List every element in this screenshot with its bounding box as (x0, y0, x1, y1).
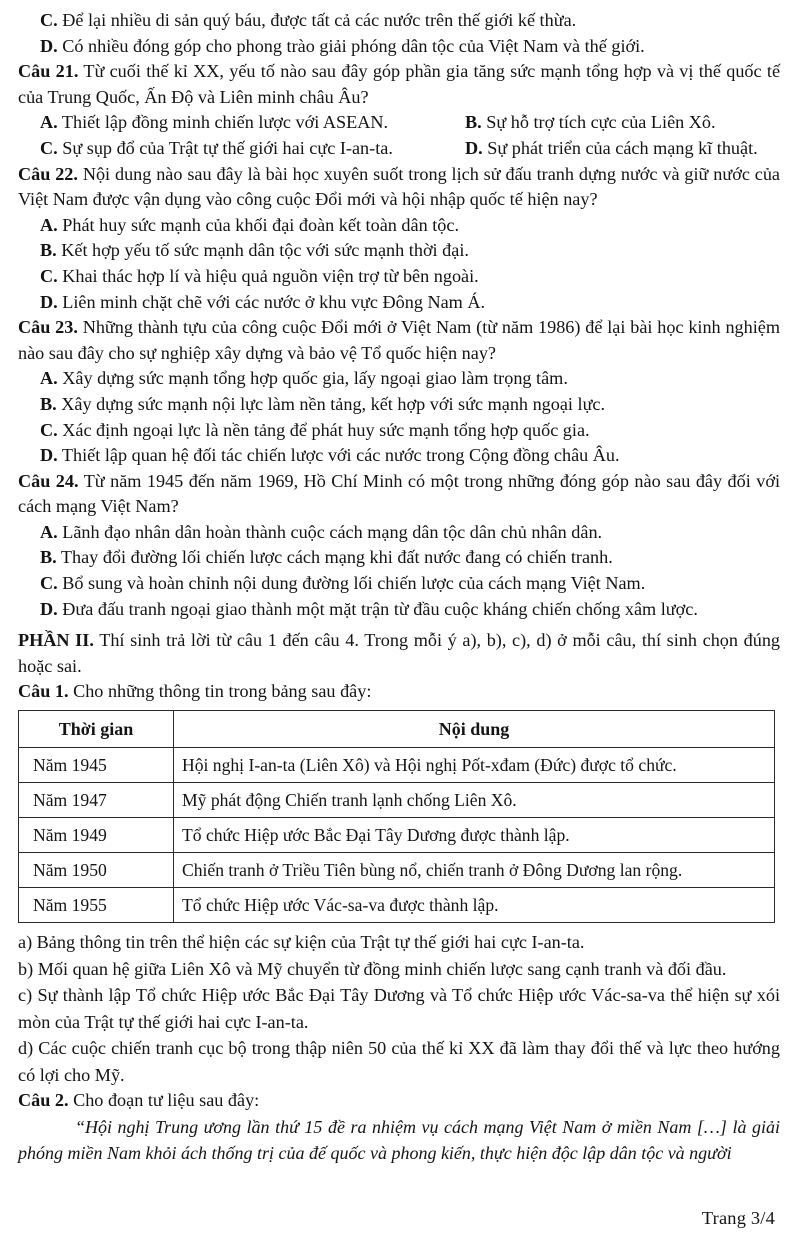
question-24-stem (18, 469, 780, 520)
option-label: B. (465, 112, 482, 133)
question-21-options-row-1 (18, 110, 780, 136)
question-22-option-d (18, 290, 780, 316)
question-22-option-a (18, 213, 780, 239)
part2-question-2-prompt (18, 1088, 780, 1114)
part2-question-1-prompt (18, 679, 780, 705)
information-table (18, 710, 775, 923)
page-footer: Trang 3/4 (701, 1208, 775, 1228)
part2-question-1-number: Câu 1. (18, 681, 69, 702)
option-text: Có nhiều đóng góp cho phong trào giải phóng dân tộc của Việt Nam và thế giới. (62, 35, 645, 56)
question-21-option-c (40, 136, 393, 162)
question-21-options-row-2 (18, 136, 780, 162)
option-label: C. (40, 573, 58, 594)
option-text: Sự sụp đổ của Trật tự thế giới hai cực I-an-ta. (62, 137, 393, 158)
option-text: Sự hỗ trợ tích cực của Liên Xô. (486, 112, 716, 133)
page-content (18, 8, 780, 1167)
option-label: C. (40, 419, 58, 440)
option-label: B. (40, 547, 57, 568)
question-21-number: Câu 21. (18, 61, 79, 82)
option-label: C. (40, 265, 58, 286)
option-text: Thiết lập đồng minh chiến lược với ASEAN. (61, 112, 389, 133)
question-24-option-c (18, 571, 780, 597)
table-cell-content: Tổ chức Hiệp ước Vác-sa-va được thành lập. (174, 888, 775, 923)
question-22-option-b (18, 238, 780, 264)
option-text: Lãnh đạo nhân dân hoàn thành cuộc cách mạng dân tộc dân chủ nhân dân. (62, 521, 603, 542)
part2-question-2-number: Câu 2. (18, 1090, 69, 1111)
table-body (19, 748, 775, 923)
question-24-number: Câu 24. (18, 470, 79, 491)
option-text: Khai thác hợp lí và hiệu quả nguồn viện trợ từ bên ngoài. (62, 265, 479, 286)
option-text: Để lại nhiều di sản quý báu, được tất cả các nước trên thế giới kế thừa. (62, 10, 577, 30)
table-header-content: Nội dung (174, 711, 775, 748)
question-24-option-a (18, 520, 780, 546)
option-label: D. (40, 35, 58, 56)
option-text: Thay đổi đường lối chiến lược cách mạng khi đất nước đang có chiến tranh. (60, 547, 613, 568)
question-23-text: Những thành tựu của công cuộc Đổi mới ở Việt Nam (từ năm 1986) để lại bài học kinh nghiệm nào sau đây cho sự nghiệp xây dựng và bảo vệ Tổ quốc hiện nay? (18, 317, 781, 363)
part2-question-2-text: Cho đoạn tư liệu sau đây: (73, 1090, 260, 1111)
option-text: Xác định ngoại lực là nền tảng để phát huy sức mạnh tổng hợp quốc gia. (62, 419, 590, 440)
part2-header (18, 628, 780, 679)
table-cell-time: Năm 1949 (19, 818, 174, 853)
option-text: Bổ sung và hoàn chỉnh nội dung đường lối chiến lược của cách mạng Việt Nam. (62, 573, 646, 594)
question-21-option-b (465, 110, 716, 136)
table-cell-content: Chiến tranh ở Triều Tiên bùng nổ, chiến tranh ở Đông Dương lan rộng. (174, 853, 775, 888)
part2-question-1-statement-b: b) Mối quan hệ giữa Liên Xô và Mỹ chuyển từ đồng minh chiến lược sang cạnh tranh và đối đầu. (18, 958, 727, 979)
option-text: Xây dựng sức mạnh nội lực làm nền tảng, kết hợp với sức mạnh ngoại lực. (61, 393, 606, 414)
option-label: B. (40, 240, 57, 261)
question-22-option-c (18, 264, 780, 290)
part2-question-1-statement-a: a) Bảng thông tin trên thể hiện các sự kiện của Trật tự thế giới hai cực I-an-ta. (18, 932, 585, 953)
option-text: Kết hợp yếu tố sức mạnh dân tộc với sức mạnh thời đại. (61, 240, 469, 261)
table-row (19, 748, 775, 783)
part2-question-1-statement-d: d) Các cuộc chiến tranh cục bộ trong thập niên 50 của thế kỉ XX đã làm thay đổi thế và lực theo hướng có lợi cho Mỹ. (18, 1038, 780, 1085)
option-text: Sự phát triển của cách mạng kĩ thuật. (487, 137, 758, 158)
table-cell-time: Năm 1955 (19, 888, 174, 923)
option-label: A. (40, 521, 58, 542)
table-cell-time: Năm 1950 (19, 853, 174, 888)
question-24-option-d (18, 597, 780, 623)
question-22-stem (18, 162, 780, 213)
table-row (19, 783, 775, 818)
option-label: A. (40, 368, 58, 389)
question-23-option-d (18, 443, 780, 469)
table-cell-content: Mỹ phát động Chiến tranh lạnh chống Liên Xô. (174, 783, 775, 818)
question-22-number: Câu 22. (18, 163, 78, 184)
option-text: Xây dựng sức mạnh tổng hợp quốc gia, lấy ngoại giao làm trọng tâm. (62, 368, 568, 389)
part2-label: PHẦN II. (18, 630, 94, 651)
option-text: Liên minh chặt chẽ với các nước ở khu vực Đông Nam Á. (62, 291, 486, 312)
part2-question-1-statement-c: c) Sự thành lập Tổ chức Hiệp ước Bắc Đại Tây Dương và Tổ chức Hiệp ước Vác-sa-va thể hiện sự xói mòn của Trật tự thế giới hai cực I-an-ta. (18, 985, 780, 1032)
table-cell-content: Hội nghị I-an-ta (Liên Xô) và Hội nghị Pốt-xđam (Đức) được tổ chức. (174, 748, 775, 783)
question-23-stem (18, 315, 780, 366)
table-cell-time: Năm 1945 (19, 748, 174, 783)
part2-question-2-quote: “Hội nghị Trung ương lần thứ 15 đề ra nhiệm vụ cách mạng Việt Nam ở miền Nam […] là giải phóng miền Nam khỏi ách thống trị của đế quốc và phong kiến, thực hiện độc lập dân tộc và người (18, 1116, 780, 1164)
table-cell-time: Năm 1947 (19, 783, 174, 818)
part2-question-1-text: Cho những thông tin trong bảng sau đây: (73, 681, 372, 702)
table-header (19, 711, 775, 748)
table-cell-content: Tổ chức Hiệp ước Bắc Đại Tây Dương được thành lập. (174, 818, 775, 853)
question-24-option-b (18, 545, 780, 571)
table-row (19, 853, 775, 888)
option-label: C. (40, 10, 58, 30)
option-label: A. (40, 112, 58, 133)
question-23-option-b (18, 392, 780, 418)
question-22-text: Nội dung nào sau đây là bài học xuyên suốt trong lịch sử đấu tranh dựng nước và giữ nước của Việt Nam được vận dụng vào công cuộc Đổi mới và hội nhập quốc tế hiện nay? (18, 163, 781, 210)
option-label: D. (40, 291, 58, 312)
option-text: Đưa đấu tranh ngoại giao thành một mặt trận từ đầu cuộc kháng chiến chống xâm lược. (62, 598, 698, 619)
question-24-text: Từ năm 1945 đến năm 1969, Hồ Chí Minh có một trong những đóng góp nào sau đây đối với cách mạng Việt Nam? (18, 470, 781, 517)
option-label: D. (40, 445, 58, 466)
table-header-row (19, 711, 775, 748)
option-label: C. (40, 137, 58, 158)
part2-instruction: Thí sinh trả lời từ câu 1 đến câu 4. Trong mỗi ý a), b), c), d) ở mỗi câu, thí sinh chọn đúng hoặc sai. (18, 630, 781, 676)
option-label: B. (40, 393, 57, 414)
question-23-number: Câu 23. (18, 317, 78, 338)
carryover-option-d (18, 34, 780, 60)
option-text: Phát huy sức mạnh của khối đại đoàn kết toàn dân tộc. (62, 214, 459, 235)
question-21-text: Từ cuối thế kỉ XX, yếu tố nào sau đây góp phần gia tăng sức mạnh tổng hợp và vị thế quốc tế của Trung Quốc, Ấn Độ và Liên minh châu Âu? (18, 61, 781, 107)
question-23-option-c (18, 418, 780, 444)
table-row (19, 818, 775, 853)
table-row (19, 888, 775, 923)
carryover-option-c (18, 8, 780, 34)
question-21-option-d (465, 136, 758, 162)
option-label: D. (40, 598, 58, 619)
question-23-option-a (18, 366, 780, 392)
option-label: A. (40, 214, 58, 235)
table-header-time: Thời gian (19, 711, 174, 748)
question-21-option-a (40, 110, 388, 136)
option-label: D. (465, 137, 483, 158)
question-21-stem (18, 59, 780, 110)
option-text: Thiết lập quan hệ đối tác chiến lược với các nước trong Cộng đồng châu Âu. (61, 445, 620, 466)
